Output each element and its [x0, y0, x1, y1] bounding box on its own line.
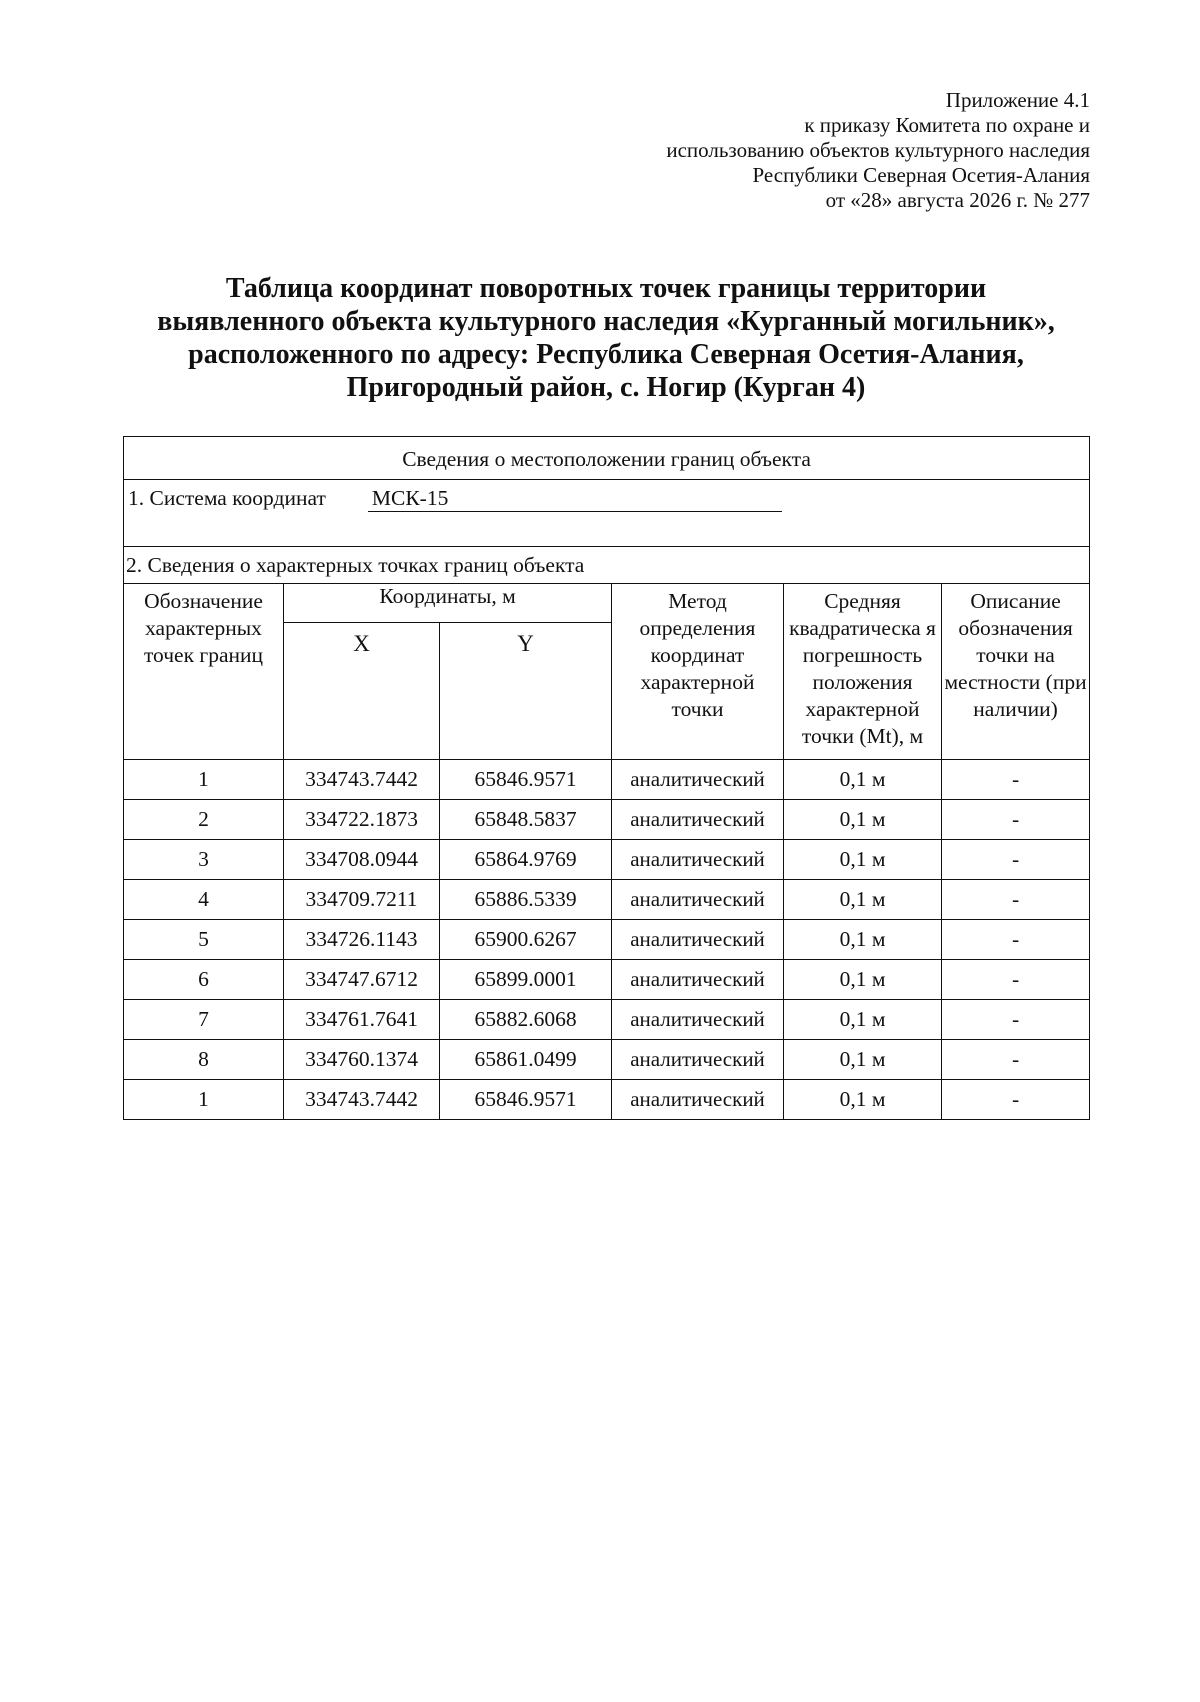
cell-point: 1 — [124, 1080, 284, 1120]
cell-method: аналитический — [612, 800, 784, 840]
cell-y: 65861.0499 — [440, 1040, 612, 1080]
cell-x: 334743.7442 — [284, 760, 440, 800]
cell-method: аналитический — [612, 920, 784, 960]
header-coordinates: Координаты, м — [284, 584, 612, 623]
coordinate-system-row — [124, 480, 1090, 547]
section-title: Сведения о местоположении границ объекта — [124, 437, 1090, 480]
cell-y: 65900.6267 — [440, 920, 612, 960]
cell-point: 7 — [124, 1000, 284, 1040]
table-row — [124, 1000, 1090, 1040]
cell-description: - — [942, 800, 1090, 840]
cell-error: 0,1 м — [784, 960, 942, 1000]
coordinate-system-value: МСК-15 — [368, 486, 782, 512]
cell-error: 0,1 м — [784, 760, 942, 800]
cell-point: 5 — [124, 920, 284, 960]
cell-method: аналитический — [612, 880, 784, 920]
table-row — [124, 880, 1090, 920]
cell-method: аналитический — [612, 1040, 784, 1080]
cell-x: 334761.7641 — [284, 1000, 440, 1040]
cell-error: 0,1 м — [784, 840, 942, 880]
cell-error: 0,1 м — [784, 1000, 942, 1040]
cell-description: - — [942, 760, 1090, 800]
cell-method: аналитический — [612, 960, 784, 1000]
cell-y: 65846.9571 — [440, 1080, 612, 1120]
cell-point: 2 — [124, 800, 284, 840]
cell-y: 65864.9769 — [440, 840, 612, 880]
cell-description: - — [942, 1080, 1090, 1120]
appendix-header — [666, 88, 1090, 213]
cell-error: 0,1 м — [784, 920, 942, 960]
cell-point: 4 — [124, 880, 284, 920]
header-description: Описание обозначения точки на местности (при наличии) — [942, 584, 1090, 760]
cell-y: 65899.0001 — [440, 960, 612, 1000]
header-y: Y — [440, 623, 612, 760]
cell-x: 334760.1374 — [284, 1040, 440, 1080]
title-line: Таблица координат поворотных точек границы территории — [225, 273, 987, 304]
cell-error: 0,1 м — [784, 800, 942, 840]
title-line: расположенного по адресу: Республика Северная Осетия-Алания, — [188, 339, 1024, 370]
cell-description: - — [942, 840, 1090, 880]
title-line: выявленного объекта культурного наследия «Курганный могильник», — [157, 306, 1055, 337]
table-row — [124, 840, 1090, 880]
cell-description: - — [942, 880, 1090, 920]
appendix-line: Республики Северная Осетия-Алания — [752, 163, 1090, 187]
cell-x: 334722.1873 — [284, 800, 440, 840]
cell-error: 0,1 м — [784, 1080, 942, 1120]
appendix-line: от «28» августа 2026 г. № 277 — [825, 188, 1090, 212]
cell-point: 3 — [124, 840, 284, 880]
cell-method: аналитический — [612, 1000, 784, 1040]
table-row — [124, 960, 1090, 1000]
cell-method: аналитический — [612, 1080, 784, 1120]
table-row — [124, 760, 1090, 800]
cell-description: - — [942, 1000, 1090, 1040]
appendix-line: к приказу Комитета по охране и — [804, 113, 1090, 137]
cell-description: - — [942, 960, 1090, 1000]
coordinates-table — [123, 436, 1090, 1120]
cell-x: 334726.1143 — [284, 920, 440, 960]
appendix-line: использованию объектов культурного наследия — [666, 138, 1090, 162]
header-x: X — [284, 623, 440, 760]
cell-y: 65846.9571 — [440, 760, 612, 800]
title-line: Пригородный район, с. Ногир (Курган 4) — [346, 372, 866, 403]
cell-point: 1 — [124, 760, 284, 800]
header-designation: Обозначение характерных точек границ — [124, 584, 284, 760]
header-method: Метод определения координат характерной точки — [612, 584, 784, 760]
cell-x: 334743.7442 — [284, 1080, 440, 1120]
cell-x: 334708.0944 — [284, 840, 440, 880]
cell-description: - — [942, 1040, 1090, 1080]
coordinate-system-label: 1. Система координат — [128, 486, 326, 510]
cell-x: 334709.7211 — [284, 880, 440, 920]
points-section-title: 2. Сведения о характерных точках границ объекта — [124, 547, 1090, 584]
header-error: Средняя квадратическа я погрешность положения характерной точки (Mt), м — [784, 584, 942, 760]
cell-error: 0,1 м — [784, 1040, 942, 1080]
cell-point: 8 — [124, 1040, 284, 1080]
appendix-line: Приложение 4.1 — [945, 88, 1090, 112]
cell-description: - — [942, 920, 1090, 960]
table-row — [124, 1080, 1090, 1120]
cell-y: 65882.6068 — [440, 1000, 612, 1040]
table-row — [124, 1040, 1090, 1080]
cell-y: 65848.5837 — [440, 800, 612, 840]
document-title — [126, 272, 1086, 404]
table-row — [124, 800, 1090, 840]
cell-x: 334747.6712 — [284, 960, 440, 1000]
cell-error: 0,1 м — [784, 880, 942, 920]
cell-method: аналитический — [612, 840, 784, 880]
cell-point: 6 — [124, 960, 284, 1000]
cell-y: 65886.5339 — [440, 880, 612, 920]
cell-method: аналитический — [612, 760, 784, 800]
table-row — [124, 920, 1090, 960]
